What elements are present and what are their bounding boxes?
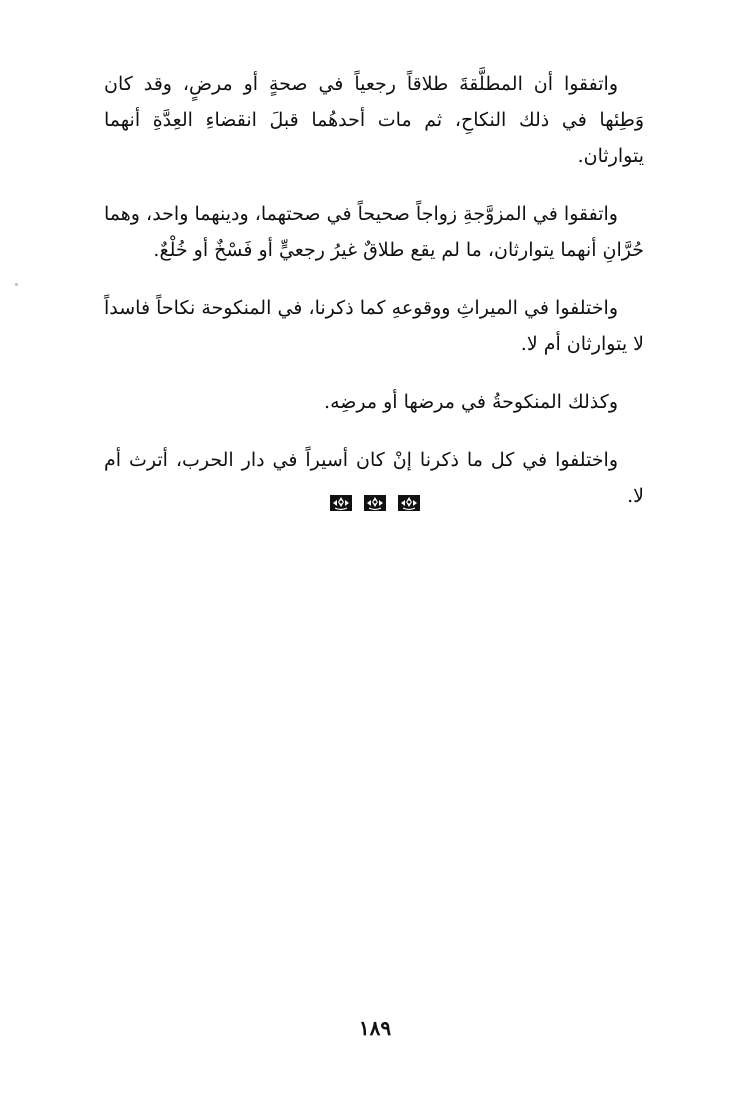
floral-ornament-icon bbox=[363, 494, 387, 512]
floral-ornament-icon bbox=[329, 494, 353, 512]
paragraph-inheritance-invalid-marriage: واختلفوا في الميراثِ ووقوعهِ كما ذكرنا، في المنكوحة نكاحاً فاسداً لا يتوارثان أم لا. bbox=[104, 297, 644, 355]
paragraph-inheritance-valid-marriage: واتفقوا في المزوَّجةِ زواجاً صحيحاً في صحتهما، ودينهما واحد، وهما حُرَّانِ أنهما يتوارثان، ما لم يقع طلاقٌ غيرُ رجعيٍّ أو فَسْخٌ أو خُلْعٌ. bbox=[104, 203, 644, 261]
scan-speck bbox=[15, 283, 18, 286]
paragraph-captive-in-war-territory: واختلفوا في كل ما ذكرنا إنْ كان أسيراً في دار الحرب، أترث أم لا. bbox=[104, 449, 644, 507]
paragraph-marriage-during-illness: وكذلك المنكوحةُ في مرضها أو مرضِه. bbox=[324, 391, 618, 413]
page-body bbox=[104, 66, 644, 536]
paragraph-inheritance-revocable-divorce: واتفقوا أن المطلَّقةَ طلاقاً رجعياً في صحةٍ أو مرضٍ، وقد كان وَطِئها في ذلك النكاحِ، ثم مات أحدهُما قبلَ انقضاءِ العِدَّةِ أنهما يتوارثان. bbox=[104, 73, 644, 167]
section-end-ornament bbox=[0, 494, 750, 512]
floral-ornament-icon bbox=[397, 494, 421, 512]
page-number: ١٨٩ bbox=[358, 1016, 392, 1040]
